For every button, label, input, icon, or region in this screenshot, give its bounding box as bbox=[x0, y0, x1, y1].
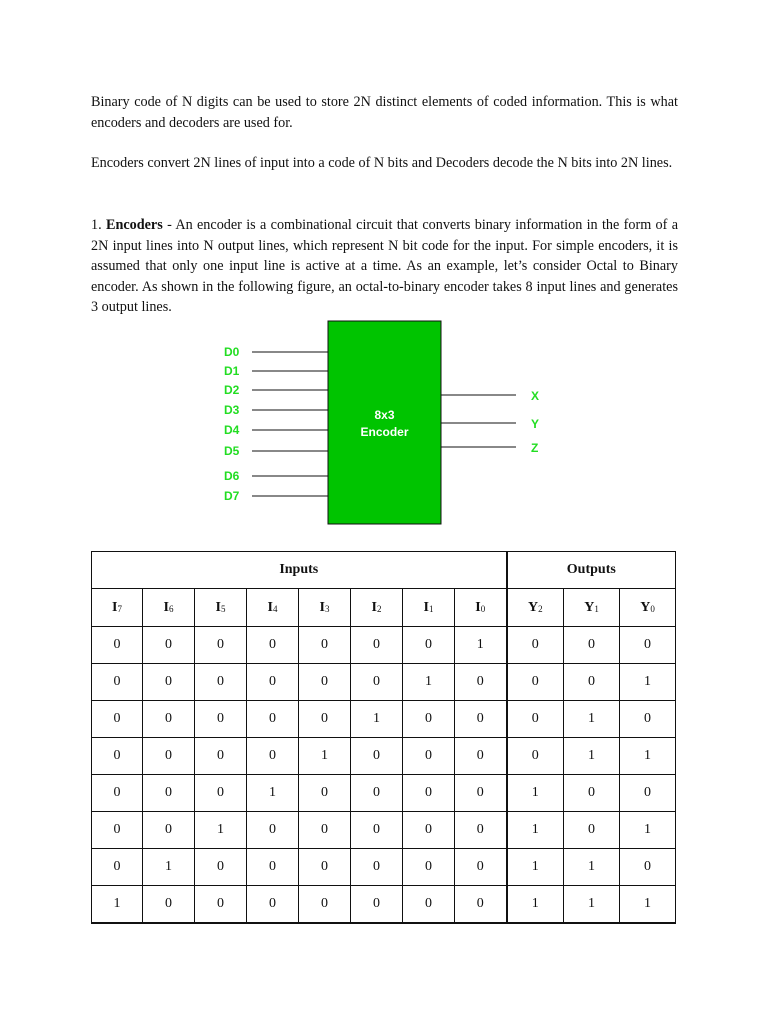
output-label-y: Y bbox=[531, 417, 540, 431]
input-label-d1: D1 bbox=[224, 364, 240, 378]
table-row bbox=[92, 849, 676, 886]
column-header-i3: I3 bbox=[299, 589, 351, 627]
table-cell: 0 bbox=[403, 627, 455, 664]
truth-table-column-header bbox=[92, 589, 676, 627]
table-cell: 0 bbox=[403, 849, 455, 886]
table-cell: 0 bbox=[92, 849, 143, 886]
column-header-i1: I1 bbox=[403, 589, 455, 627]
table-cell: 0 bbox=[351, 849, 403, 886]
table-cell: 1 bbox=[143, 849, 195, 886]
table-cell: 1 bbox=[620, 738, 676, 775]
column-header-i2: I2 bbox=[351, 589, 403, 627]
table-cell: 0 bbox=[92, 812, 143, 849]
encoders-definition-paragraph bbox=[91, 215, 678, 318]
table-cell: 0 bbox=[455, 738, 507, 775]
input-label-d5: D5 bbox=[224, 444, 240, 458]
table-cell: 0 bbox=[564, 775, 620, 812]
table-cell: 1 bbox=[620, 886, 676, 924]
column-header-i5: I5 bbox=[195, 589, 247, 627]
encoder-block-label-line2: Encoder bbox=[360, 425, 409, 439]
output-label-x: X bbox=[531, 389, 540, 403]
list-number: 1. bbox=[91, 217, 106, 233]
table-cell: 0 bbox=[455, 775, 507, 812]
outputs-group-header: Outputs bbox=[507, 552, 676, 589]
table-cell: 0 bbox=[92, 701, 143, 738]
table-cell: 0 bbox=[403, 812, 455, 849]
table-row bbox=[92, 627, 676, 664]
truth-table bbox=[91, 551, 676, 924]
table-cell: 1 bbox=[564, 849, 620, 886]
encoder-block-label-line1: 8x3 bbox=[374, 408, 395, 422]
table-row bbox=[92, 812, 676, 849]
input-label-d2: D2 bbox=[224, 383, 240, 397]
table-cell: 0 bbox=[455, 812, 507, 849]
table-cell: 1 bbox=[620, 664, 676, 701]
encoder-outputs bbox=[441, 389, 539, 455]
table-cell: 1 bbox=[403, 664, 455, 701]
table-cell: 0 bbox=[92, 775, 143, 812]
table-cell: 1 bbox=[247, 775, 299, 812]
table-cell: 0 bbox=[620, 775, 676, 812]
input-label-d4: D4 bbox=[224, 423, 240, 437]
input-label-d6: D6 bbox=[224, 469, 240, 483]
table-cell: 1 bbox=[507, 849, 564, 886]
table-cell: 0 bbox=[403, 701, 455, 738]
table-cell: 0 bbox=[351, 812, 403, 849]
table-cell: 1 bbox=[507, 812, 564, 849]
table-cell: 0 bbox=[143, 701, 195, 738]
table-cell: 0 bbox=[299, 812, 351, 849]
table-cell: 0 bbox=[620, 627, 676, 664]
table-cell: 0 bbox=[351, 886, 403, 924]
table-cell: 1 bbox=[564, 738, 620, 775]
table-cell: 0 bbox=[195, 738, 247, 775]
truth-table-group-header bbox=[92, 552, 676, 589]
table-cell: 0 bbox=[507, 738, 564, 775]
table-row bbox=[92, 886, 676, 924]
table-cell: 0 bbox=[247, 812, 299, 849]
table-cell: 1 bbox=[620, 812, 676, 849]
table-row bbox=[92, 738, 676, 775]
column-header-i7: I7 bbox=[92, 589, 143, 627]
table-cell: 0 bbox=[507, 627, 564, 664]
table-cell: 0 bbox=[351, 627, 403, 664]
input-label-d3: D3 bbox=[224, 403, 240, 417]
table-cell: 0 bbox=[299, 886, 351, 924]
table-cell: 1 bbox=[507, 886, 564, 924]
table-cell: 0 bbox=[247, 738, 299, 775]
table-cell: 0 bbox=[351, 775, 403, 812]
column-header-y2: Y2 bbox=[507, 589, 564, 627]
table-cell: 0 bbox=[299, 664, 351, 701]
table-cell: 0 bbox=[143, 812, 195, 849]
table-cell: 0 bbox=[92, 627, 143, 664]
encoder-diagram-svg bbox=[200, 318, 560, 530]
table-cell: 1 bbox=[195, 812, 247, 849]
output-label-z: Z bbox=[531, 441, 539, 455]
input-label-d0: D0 bbox=[224, 345, 240, 359]
table-cell: 0 bbox=[507, 664, 564, 701]
table-cell: 0 bbox=[92, 738, 143, 775]
intro-paragraph: Binary code of N digits can be used to store 2N distinct elements of coded information. This is what encoders and decoders are used for. bbox=[91, 94, 678, 131]
table-cell: 0 bbox=[620, 701, 676, 738]
table-cell: 0 bbox=[351, 664, 403, 701]
encoders-description: - An encoder is a combinational circuit that converts binary information in the form of a 2N input lines into N output lines, which represent N bit code for the input. For simple encoders, it is assumed that only one input line is active at a time. As an example, let’s consider Octal to Binary encoder. As shown in the following figure, an octal-to-binary encoder takes 8 input lines and generates 3 output lines. bbox=[91, 217, 679, 315]
table-cell: 1 bbox=[299, 738, 351, 775]
table-cell: 0 bbox=[351, 738, 403, 775]
table-cell: 0 bbox=[455, 886, 507, 924]
column-header-i0: I0 bbox=[455, 589, 507, 627]
table-cell: 0 bbox=[507, 701, 564, 738]
table-cell: 0 bbox=[247, 886, 299, 924]
encoder-inputs bbox=[224, 345, 328, 503]
table-cell: 0 bbox=[455, 701, 507, 738]
table-cell: 0 bbox=[195, 627, 247, 664]
table-cell: 0 bbox=[455, 849, 507, 886]
encoder-block bbox=[328, 321, 441, 524]
truth-table-body bbox=[92, 627, 676, 924]
table-cell: 0 bbox=[455, 664, 507, 701]
table-cell: 0 bbox=[247, 664, 299, 701]
table-cell: 0 bbox=[143, 886, 195, 924]
table-cell: 1 bbox=[564, 886, 620, 924]
inputs-group-header: Inputs bbox=[92, 552, 507, 589]
encoders-term: Encoders bbox=[105, 217, 163, 233]
table-cell: 0 bbox=[564, 812, 620, 849]
table-cell: 0 bbox=[195, 701, 247, 738]
table-cell: 0 bbox=[143, 627, 195, 664]
encoders-decoders-paragraph: Encoders convert 2N lines of input into a code of N bits and Decoders decode the N bits into 2N lines. bbox=[91, 155, 673, 171]
table-cell: 1 bbox=[351, 701, 403, 738]
table-cell: 0 bbox=[299, 849, 351, 886]
table-cell: 0 bbox=[403, 886, 455, 924]
table-cell: 0 bbox=[247, 849, 299, 886]
table-cell: 0 bbox=[299, 701, 351, 738]
column-header-y0: Y0 bbox=[620, 589, 676, 627]
table-cell: 0 bbox=[143, 664, 195, 701]
table-row bbox=[92, 664, 676, 701]
table-cell: 1 bbox=[564, 701, 620, 738]
table-cell: 0 bbox=[403, 775, 455, 812]
column-header-y1: Y1 bbox=[564, 589, 620, 627]
column-header-i6: I6 bbox=[143, 589, 195, 627]
table-cell: 0 bbox=[195, 775, 247, 812]
table-cell: 0 bbox=[247, 701, 299, 738]
table-cell: 1 bbox=[92, 886, 143, 924]
table-cell: 0 bbox=[143, 738, 195, 775]
input-label-d7: D7 bbox=[224, 489, 240, 503]
table-cell: 0 bbox=[247, 627, 299, 664]
table-cell: 0 bbox=[143, 775, 195, 812]
table-cell: 0 bbox=[299, 775, 351, 812]
table-cell: 0 bbox=[195, 886, 247, 924]
table-cell: 0 bbox=[564, 627, 620, 664]
column-header-i4: I4 bbox=[247, 589, 299, 627]
table-cell: 0 bbox=[620, 849, 676, 886]
table-cell: 0 bbox=[564, 664, 620, 701]
table-row bbox=[92, 775, 676, 812]
table-cell: 0 bbox=[92, 664, 143, 701]
table-cell: 0 bbox=[195, 664, 247, 701]
table-cell: 1 bbox=[455, 627, 507, 664]
table-cell: 1 bbox=[507, 775, 564, 812]
encoder-diagram bbox=[200, 318, 560, 530]
table-cell: 0 bbox=[403, 738, 455, 775]
table-cell: 0 bbox=[299, 627, 351, 664]
table-cell: 0 bbox=[195, 849, 247, 886]
table-row bbox=[92, 701, 676, 738]
